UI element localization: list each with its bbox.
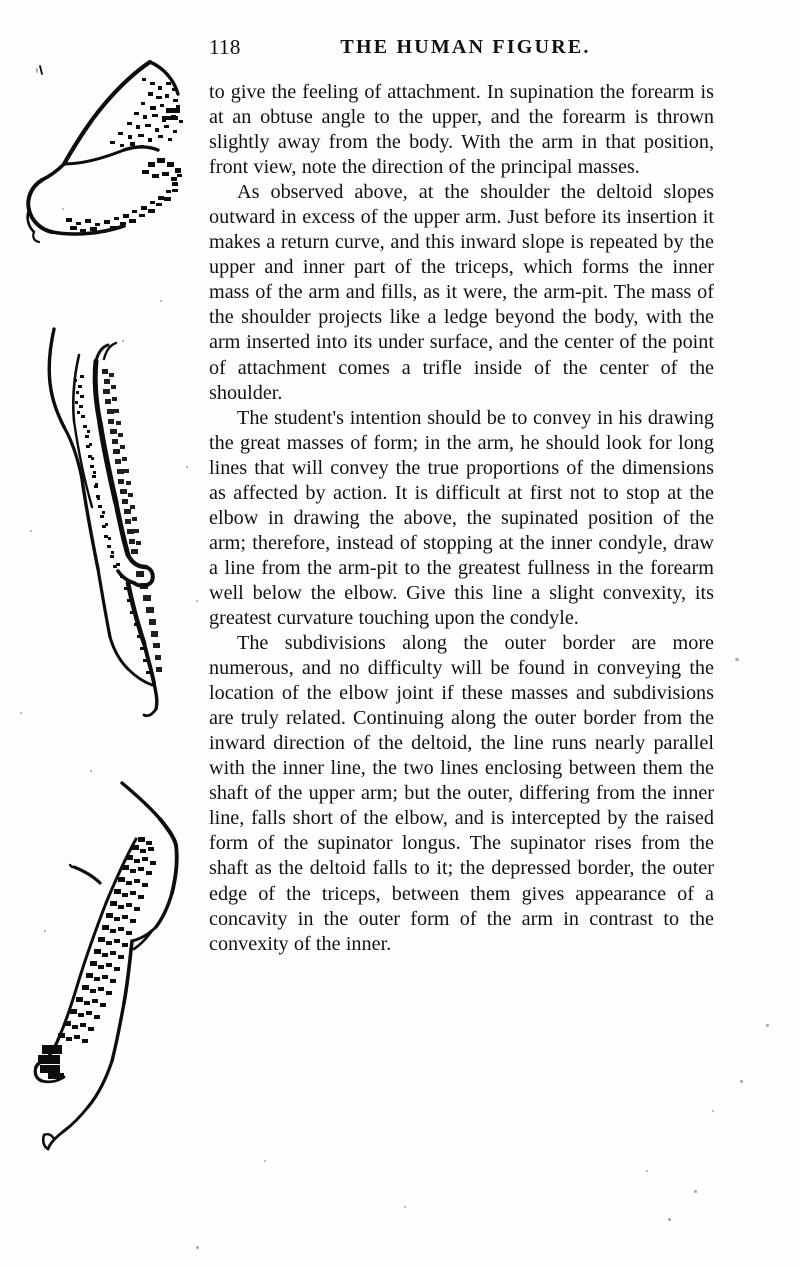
page-number: 118 bbox=[209, 35, 241, 59]
paragraph: As observed above, at the shoulder the deltoid slopes outward in excess of the upper arm. Just before its insertion it makes a return curve, and this inward slope is repeated by the upper and inner part of the triceps, which forms the inner mass of the arm and fills, as it were, the arm-pit. The mass of the shoulder projects like a ledge beyond the body, with the arm inserted into its under surface, and the center of the point of attachment comes a trifle inside of the center of the shoulder. bbox=[209, 181, 714, 404]
outer-border-arm-sketch bbox=[26, 745, 201, 1165]
shoulder-stipple-lower bbox=[66, 158, 182, 233]
body-text-column bbox=[209, 80, 714, 957]
paragraph: to give the feeling of attachment. In supination the forearm is at an obtuse angle to the upper, and the forearm is thrown slightly away from the body. With the arm in that position, front view, note the direction of the principal masses. bbox=[209, 81, 714, 179]
supinated-arm-sketch bbox=[24, 325, 199, 725]
arm-stipple-mass bbox=[102, 369, 162, 672]
running-title: THE HUMAN FIGURE. bbox=[340, 36, 591, 58]
shoulder-deltoid-sketch bbox=[22, 58, 197, 243]
supinated-arm-sketch-art bbox=[24, 325, 199, 725]
running-head bbox=[209, 34, 712, 60]
paragraph: The subdivisions along the outer border are more numerous, and no difficulty will be found in conveying the location of the elbow joint if these masses and subdivisions are truly related. Continuing along the outer border from the inward direction of the deltoid, the line runs nearly parallel with the inner line, the two lines enclosing between them the shaft of the upper arm; but the outer, differing from the inner line, falls short of the elbow, and is intercepted by the raised form of the supinator longus. The supinator rises from the shaft as the deltoid falls to it; the depressed border, the outer edge of the triceps, between them gives appearance of a concavity in the outer form of the arm in contrast to the convexity of the inner. bbox=[209, 632, 714, 955]
outer-border-arm-sketch-art bbox=[26, 745, 201, 1165]
paragraph: The student's intention should be to convey in his drawing the great masses of form; in the arm, he should look for long lines that will convey the true proportions of the dimensions as affected by action. It is difficult at first not to stop at the elbow in drawing the above, the supinated position of the arm; therefore, instead of stopping at the inner condyle, draw a line from the arm-pit to the greatest fullness in the forearm well below the elbow. Give this line a slight convexity, its greatest curvature touching upon the condyle. bbox=[209, 406, 714, 629]
illustration-gutter bbox=[0, 0, 209, 1268]
shoulder-deltoid-sketch-art bbox=[22, 58, 197, 243]
